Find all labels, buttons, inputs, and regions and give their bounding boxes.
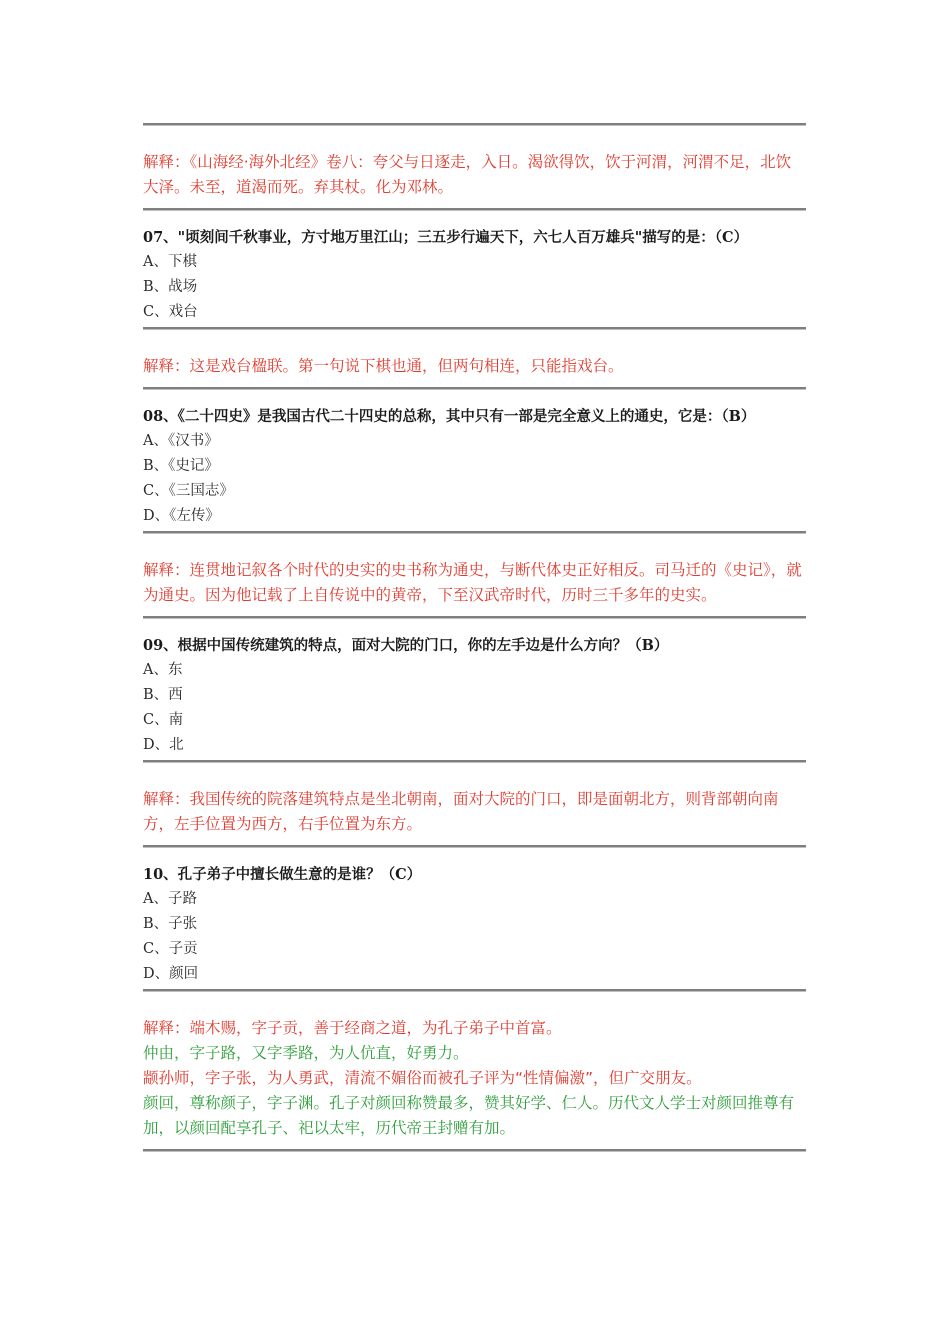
- option-d: D、北: [143, 737, 184, 753]
- option-b: B、子张: [143, 916, 198, 932]
- explanation-text: 仲由，字子路，又字季路，为人伉直，好勇力。: [143, 1044, 469, 1062]
- explanation-text: 颛孙师，字子张，为人勇武，清流不媚俗而被孔子评为“性情偏激”，但广交朋友。: [143, 1069, 702, 1087]
- explanation-10: [143, 992, 806, 1149]
- explanation-text: 解释：连贯地记叙各个时代的史实的史书称为通史，与断代体史正好相反。司马迁的《史记》，就为通史。因为他记载了上自传说中的黄帝，下至汉武帝时代，历时三千多年的史实。: [143, 561, 802, 604]
- option-d: D、颜回: [143, 966, 199, 982]
- explanation-text: 解释：《山海经·海外北经》卷八：夸父与日逐走，入日。渴欲得饮，饮于河渭，河渭不足，北饮大泽。未至，道渴而死。弃其杖。化为邓林。: [143, 153, 792, 196]
- explanation-07: [143, 330, 806, 387]
- explanation-06: [143, 126, 806, 208]
- divider: [143, 1149, 806, 1152]
- divider: [143, 845, 806, 848]
- option-b: B、战场: [143, 279, 198, 295]
- option-c: C、《三国志》: [143, 483, 234, 499]
- divider: [143, 387, 806, 390]
- question-10: [143, 862, 806, 989]
- question-09: [143, 633, 806, 760]
- divider: [143, 208, 806, 211]
- explanation-08: [143, 534, 806, 616]
- option-a: A、《汉书》: [143, 433, 219, 449]
- option-c: C、子贡: [143, 941, 198, 957]
- question-08: [143, 404, 806, 531]
- option-b: B、《史记》: [143, 458, 219, 474]
- explanation-text: 解释：这是戏台楹联。第一句说下棋也通，但两句相连，只能指戏台。: [143, 357, 624, 375]
- question-text: 08、《二十四史》是我国古代二十四史的总称，其中只有一部是完全意义上的通史，它是：（B）: [143, 408, 756, 425]
- option-c: C、戏台: [143, 304, 198, 320]
- explanation-text: 解释：端木赐，字子贡，善于经商之道，为孔子弟子中首富。: [143, 1019, 562, 1037]
- option-b: B、西: [143, 687, 183, 703]
- option-c: C、南: [143, 712, 184, 728]
- question-text: 10、孔子弟子中擅长做生意的是谁？（C）: [143, 866, 422, 883]
- explanation-09: [143, 763, 806, 845]
- option-a: A、子路: [143, 891, 197, 907]
- option-d: D、《左传》: [143, 508, 220, 524]
- explanation-text: 解释：我国传统的院落建筑特点是坐北朝南，面对大院的门口，即是面朝北方，则背部朝向南方，左手位置为西方，右手位置为东方。: [143, 790, 779, 833]
- divider: [143, 616, 806, 619]
- question-07: [143, 225, 806, 327]
- document-page: [143, 0, 806, 1152]
- question-text: 09、根据中国传统建筑的特点，面对大院的门口，你的左手边是什么方向？（B）: [143, 637, 669, 654]
- question-text: 07、"顷刻间千秋事业，方寸地万里江山；三五步行遍天下，六七人百万雄兵"描写的是：（C）: [143, 229, 749, 246]
- option-a: A、东: [143, 662, 183, 678]
- explanation-text: 颜回，尊称颜子，字子渊。孔子对颜回称赞最多，赞其好学、仁人。历代文人学士对颜回推尊有加，以颜回配享孔子、祀以太牢，历代帝王封赠有加。: [143, 1094, 795, 1137]
- option-a: A、下棋: [143, 254, 197, 270]
